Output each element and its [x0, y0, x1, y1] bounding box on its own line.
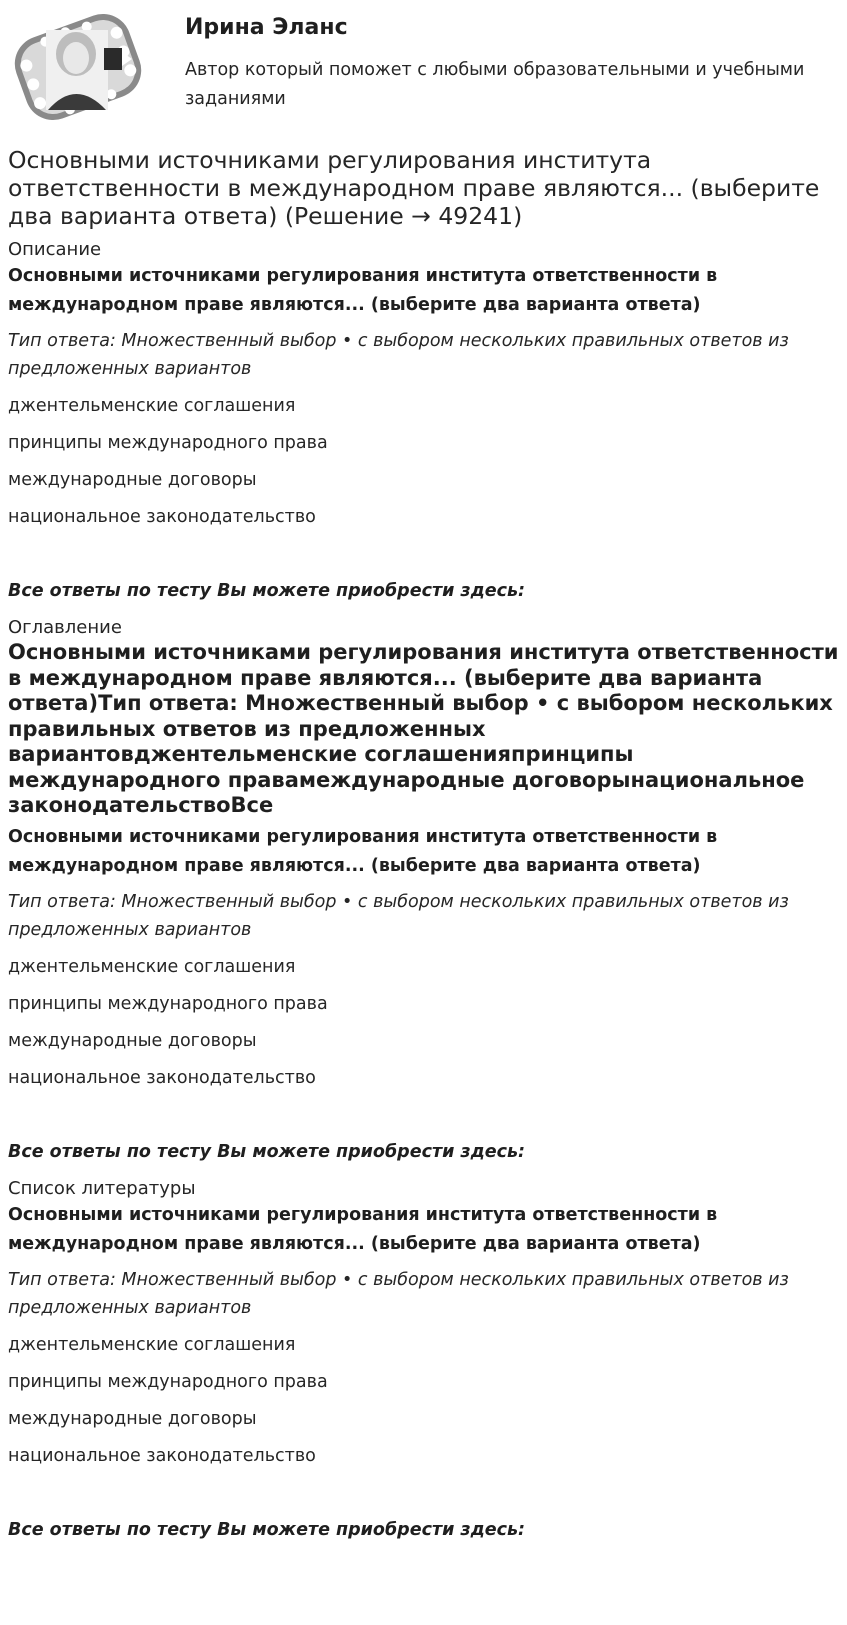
buy-answers-text: Все ответы по тесту Вы можете приобрести здесь: [8, 1519, 526, 1540]
author-description: Автор который поможет с любыми образовательными и учебными заданиями [185, 60, 805, 109]
option-item: международные договоры [8, 1030, 257, 1051]
author-name[interactable]: Ирина Эланс [185, 15, 348, 40]
answer-type: Тип ответа: Множественный выбор • с выбором нескольких правильных ответов из предложенных вариантов [8, 331, 789, 379]
option-item: джентельменские соглашения [8, 956, 296, 977]
toc-summary: Основными источниками регулирования института ответственности в международном праве являются... (выберите два варианта ответа)Тип ответа: Множественный выбор • с выбором нескольких правильных ответов из предложенных вариантовджентельменские соглашенияпринципы международного правамеждународные договорынациональное законодательствоВсе [8, 640, 839, 817]
page-title: Основными источниками регулирования института ответственности в международном праве являются... (выберите два варианта ответа) (Решение → 49241) [8, 146, 820, 230]
question-text: Основными источниками регулирования института ответственности в международном праве являются... (выберите два варианта ответа) [8, 1204, 718, 1254]
film-reel-avatar-icon [8, 8, 148, 126]
question-text: Основными источниками регулирования института ответственности в международном праве являются... (выберите два варианта ответа) [8, 266, 718, 315]
author-card [8, 8, 838, 128]
option-item: принципы международного права [8, 1371, 328, 1392]
option-item: джентельменские соглашения [8, 396, 296, 416]
author-avatar[interactable] [8, 8, 148, 126]
section-label-description: Описание [8, 239, 102, 260]
option-item: национальное законодательство [8, 1445, 316, 1466]
option-item: принципы международного права [8, 433, 328, 453]
buy-answers-text: Все ответы по тесту Вы можете приобрести здесь: [8, 1141, 526, 1162]
answer-type: Тип ответа: Множественный выбор • с выбором нескольких правильных ответов из предложенных вариантов [8, 1269, 789, 1318]
option-item: джентельменские соглашения [8, 1334, 296, 1355]
section-label-literature: Список литературы [8, 1177, 196, 1199]
option-item: международные договоры [8, 1408, 257, 1429]
option-item: национальное законодательство [8, 507, 316, 527]
main-content [8, 146, 840, 1542]
option-item: принципы международного права [8, 993, 328, 1014]
option-item: международные договоры [8, 470, 257, 490]
buy-answers-text: Все ответы по тесту Вы можете приобрести здесь: [8, 581, 526, 601]
question-text: Основными источниками регулирования института ответственности в международном праве являются... (выберите два варианта ответа) [8, 826, 718, 876]
option-item: национальное законодательство [8, 1067, 316, 1088]
answer-type: Тип ответа: Множественный выбор • с выбором нескольких правильных ответов из предложенных вариантов [8, 891, 789, 940]
section-label-toc: Оглавление [8, 617, 122, 638]
